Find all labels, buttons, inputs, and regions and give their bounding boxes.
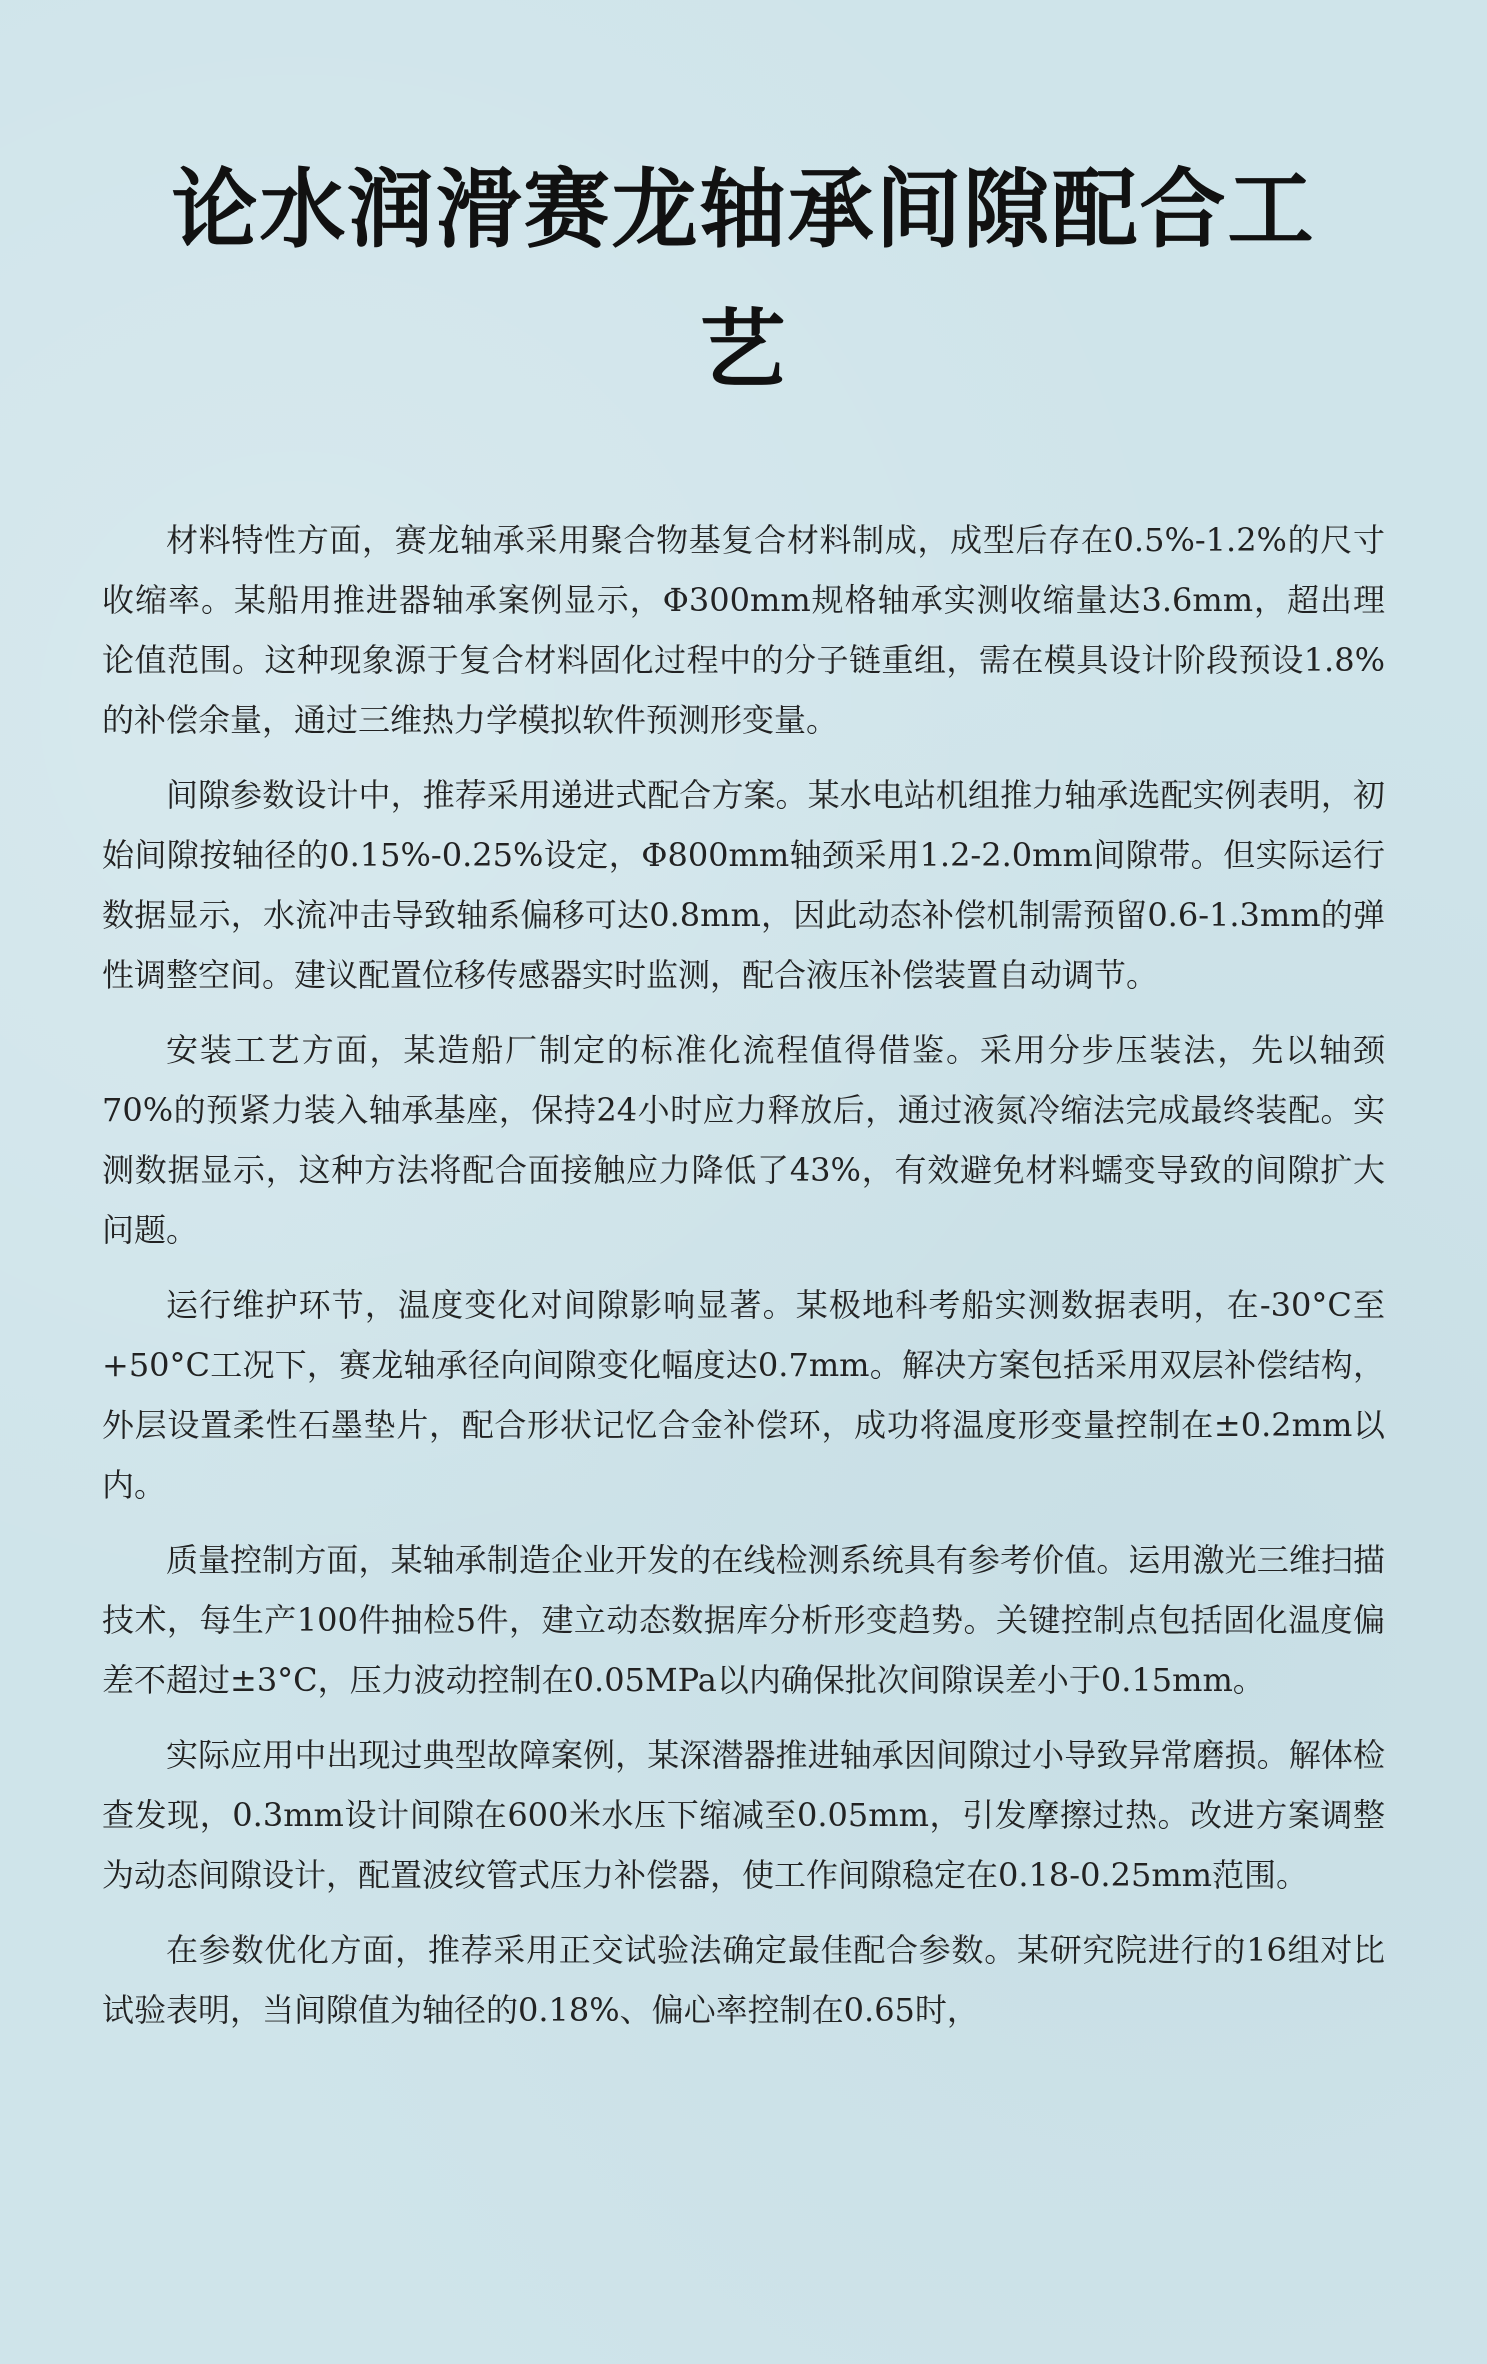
paragraph-quality-control: 质量控制方面，某轴承制造企业开发的在线检测系统具有参考价值。运用激光三维扫描技术，每生产100件抽检5件，建立动态数据库分析形变趋势。关键控制点包括固化温度偏差不超过±3°C，压力波动控制在0.05MPa以内确保批次间隙误差小于0.15mm。 — [102, 1541, 1385, 1699]
paragraph-maintenance: 运行维护环节，温度变化对间隙影响显著。某极地科考船实测数据表明，在-30°C至+50°C工况下，赛龙轴承径向间隙变化幅度达0.7mm。解决方案包括采用双层补偿结构，外层设置柔性石墨垫片，配合形状记忆合金补偿环，成功将温度形变量控制在±0.2mm以内。 — [102, 1286, 1385, 1504]
paragraph-failure-case: 实际应用中出现过典型故障案例，某深潜器推进轴承因间隙过小导致异常磨损。解体检查发现，0.3mm设计间隙在600米水压下缩减至0.05mm，引发摩擦过热。改进方案调整为动态间隙设计，配置波纹管式压力补偿器，使工作间隙稳定在0.18-0.25mm范围。 — [102, 1736, 1385, 1894]
paragraph-clearance-design: 间隙参数设计中，推荐采用递进式配合方案。某水电站机组推力轴承选配实例表明，初始间隙按轴径的0.15%-0.25%设定，Φ800mm轴颈采用1.2-2.0mm间隙带。但实际运行数据显示，水流冲击导致轴系偏移可达0.8mm，因此动态补偿机制需预留0.6-1.3mm的弹性调整空间。建议配置位移传感器实时监测，配合液压补偿装置自动调节。 — [102, 776, 1385, 994]
paragraph-installation: 安装工艺方面，某造船厂制定的标准化流程值得借鉴。采用分步压装法，先以轴颈70%的预紧力装入轴承基座，保持24小时应力释放后，通过液氮冷缩法完成最终装配。实测数据显示，这种方法将配合面接触应力降低了43%，有效避免材料蠕变导致的间隙扩大问题。 — [102, 1031, 1385, 1249]
paragraph-material-properties: 材料特性方面，赛龙轴承采用聚合物基复合材料制成，成型后存在0.5%-1.2%的尺寸收缩率。某船用推进器轴承案例显示，Φ300mm规格轴承实测收缩量达3.6mm，超出理论值范围。这种现象源于复合材料固化过程中的分子链重组，需在模具设计阶段预设1.8%的补偿余量，通过三维热力学模拟软件预测形变量。 — [102, 521, 1385, 739]
document-title: 论水润滑赛龙轴承间隙配合工艺 — [171, 160, 1316, 400]
paragraph-optimization: 在参数优化方面，推荐采用正交试验法确定最佳配合参数。某研究院进行的16组对比试验表明，当间隙值为轴径的0.18%、偏心率控制在0.65时， — [102, 1931, 1385, 2029]
